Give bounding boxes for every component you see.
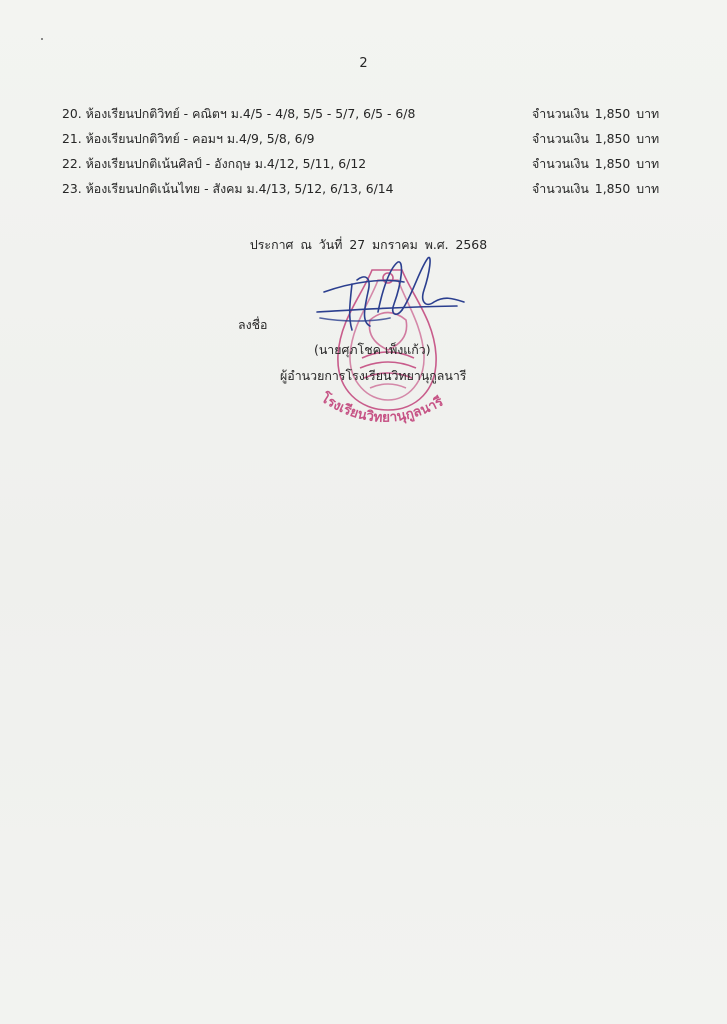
item-amount: จำนวนเงิน 1,850 บาท	[532, 131, 660, 146]
list-item	[62, 155, 674, 177]
item-amount: จำนวนเงิน 1,850 บาท	[532, 156, 660, 171]
page-number: 2	[359, 56, 368, 71]
signer-name: (นายศุภโชค เพ็งแก้ว)	[314, 342, 431, 357]
item-label: 23. ห้องเรียนปกติเน้นไทย - สังคม ม.4/13, 5/12, 6/13, 6/14	[62, 181, 394, 196]
announcement-date: ประกาศ ณ วันที่ 27 มกราคม พ.ศ. 2568	[249, 237, 488, 252]
item-label: 20. ห้องเรียนปกติวิทย์ - คณิตฯ ม.4/5 - 4/8, 5/5 - 5/7, 6/5 - 6/8	[62, 106, 416, 121]
signature-label: ลงชื่อ	[238, 317, 268, 332]
paper-speck	[41, 38, 43, 40]
list-item	[62, 105, 674, 127]
item-amount: จำนวนเงิน 1,850 บาท	[532, 181, 660, 196]
handwritten-signature	[312, 252, 472, 342]
item-label: 21. ห้องเรียนปกติวิทย์ - คอมฯ ม.4/9, 5/8, 6/9	[62, 131, 315, 146]
list-item	[62, 180, 674, 202]
item-label: 22. ห้องเรียนปกติเน้นศิลป์ - อังกฤษ ม.4/12, 5/11, 6/12	[62, 156, 367, 171]
item-amount: จำนวนเงิน 1,850 บาท	[532, 106, 660, 121]
list-item	[62, 130, 674, 152]
signer-position: ผู้อำนวยการโรงเรียนวิทยานุกูลนารี	[280, 368, 467, 383]
seal-text: โรงเรียนวิทยานุกูลนารี	[317, 390, 447, 426]
